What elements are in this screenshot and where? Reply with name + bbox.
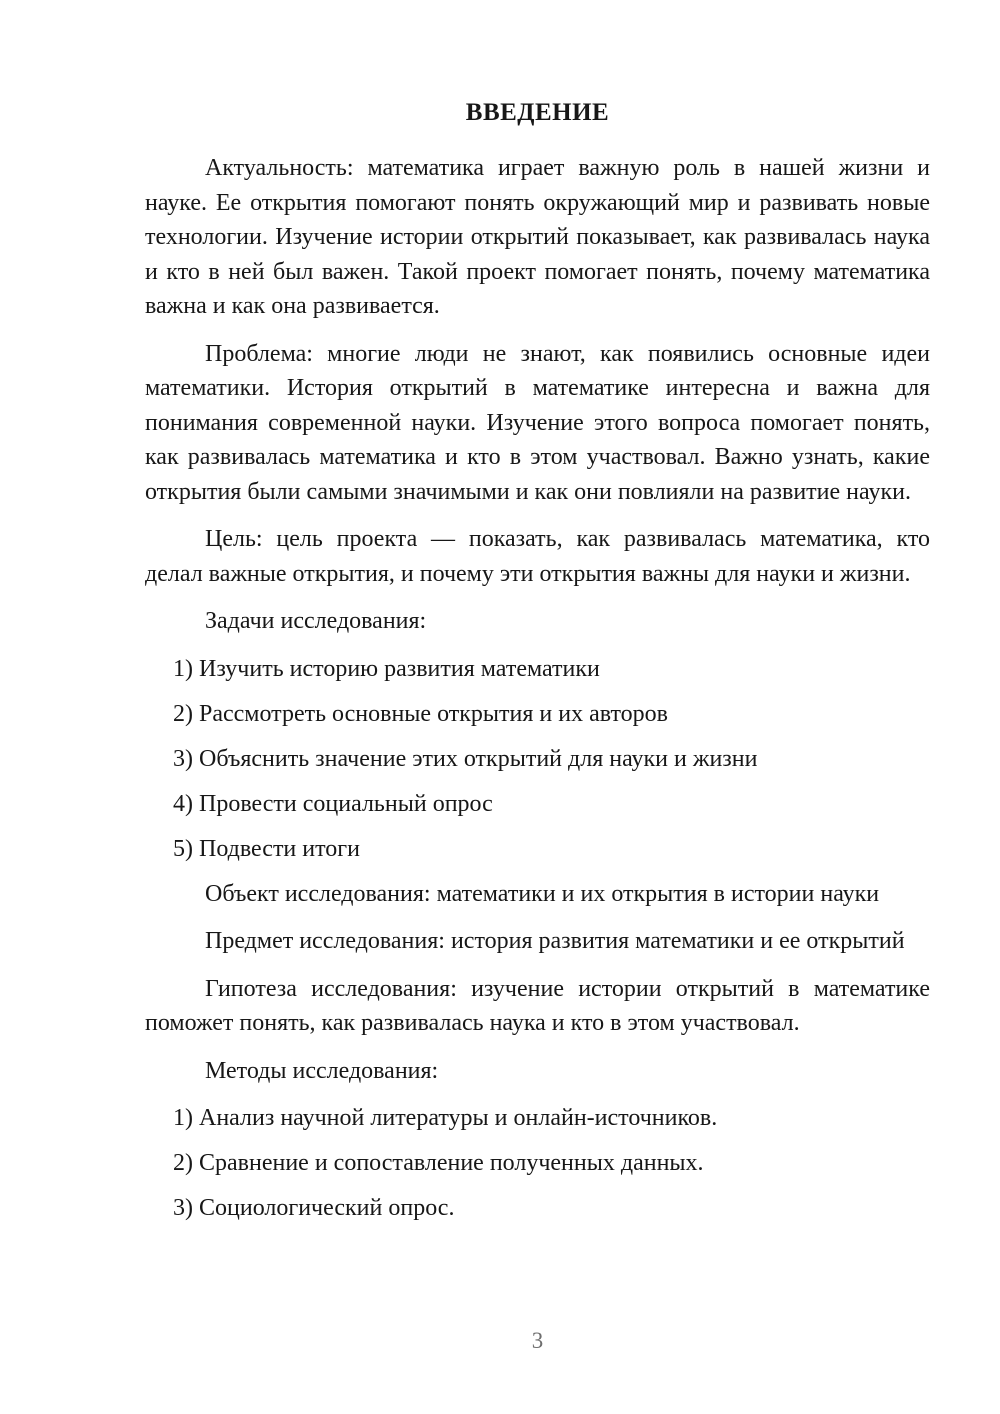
method-item-2: 2) Сравнение и сопоставление полученных данных. <box>173 1150 704 1176</box>
page-title: ВВЕДЕНИЕ <box>465 99 610 126</box>
paragraph-hypothesis: Гипотеза исследования: изучение истории открытий в математике поможет понять, как развивалась наука и кто в этом участвовал. <box>145 975 930 1036</box>
page-number: 3 <box>531 1328 544 1353</box>
paragraph-object: Объект исследования: математики и их открытия в истории науки <box>205 880 880 907</box>
tasks-list <box>145 652 930 867</box>
task-item-3: 3) Объяснить значение этих открытий для науки и жизни <box>173 745 758 772</box>
paragraph-relevance: Актуальность: математика играет важную роль в нашей жизни и науке. Ее открытия помогают понять окружающий мир и развивать новые технологии. Изучение истории открытий показывает, как развивалась наука и кто в ней был важен. Такой проект помогает понять, почему математика важна и как она развивается. <box>145 155 930 319</box>
paragraph-goal: Цель: цель проекта — показать, как развивалась математика, кто делал важные открытия, и почему эти открытия важны для науки и жизни. <box>145 526 930 587</box>
method-item-3: 3) Социологический опрос. <box>173 1195 455 1221</box>
task-item-2: 2) Рассмотреть основные открытия и их авторов <box>173 700 668 727</box>
task-item-1: 1) Изучить историю развития математики <box>173 655 600 682</box>
methods-heading: Методы исследования: <box>205 1057 439 1084</box>
paragraph-problem: Проблема: многие люди не знают, как появились основные идеи математики. История открытий в математике интересна и важна для понимания современной науки. Изучение этого вопроса помогает понять, как развивалась математика и кто в этом участвовал. Важно узнать, какие открытия были самыми значимыми и как они повлияли на развитие науки. <box>145 340 930 505</box>
tasks-heading: Задачи исследования: <box>205 608 427 634</box>
paragraph-subject: Предмет исследования: история развития математики и ее открытий <box>205 928 905 954</box>
methods-list <box>145 1101 930 1226</box>
task-item-5: 5) Подвести итоги <box>173 835 360 862</box>
method-item-1: 1) Анализ научной литературы и онлайн-источников. <box>173 1105 718 1131</box>
task-item-4: 4) Провести социальный опрос <box>173 790 493 817</box>
